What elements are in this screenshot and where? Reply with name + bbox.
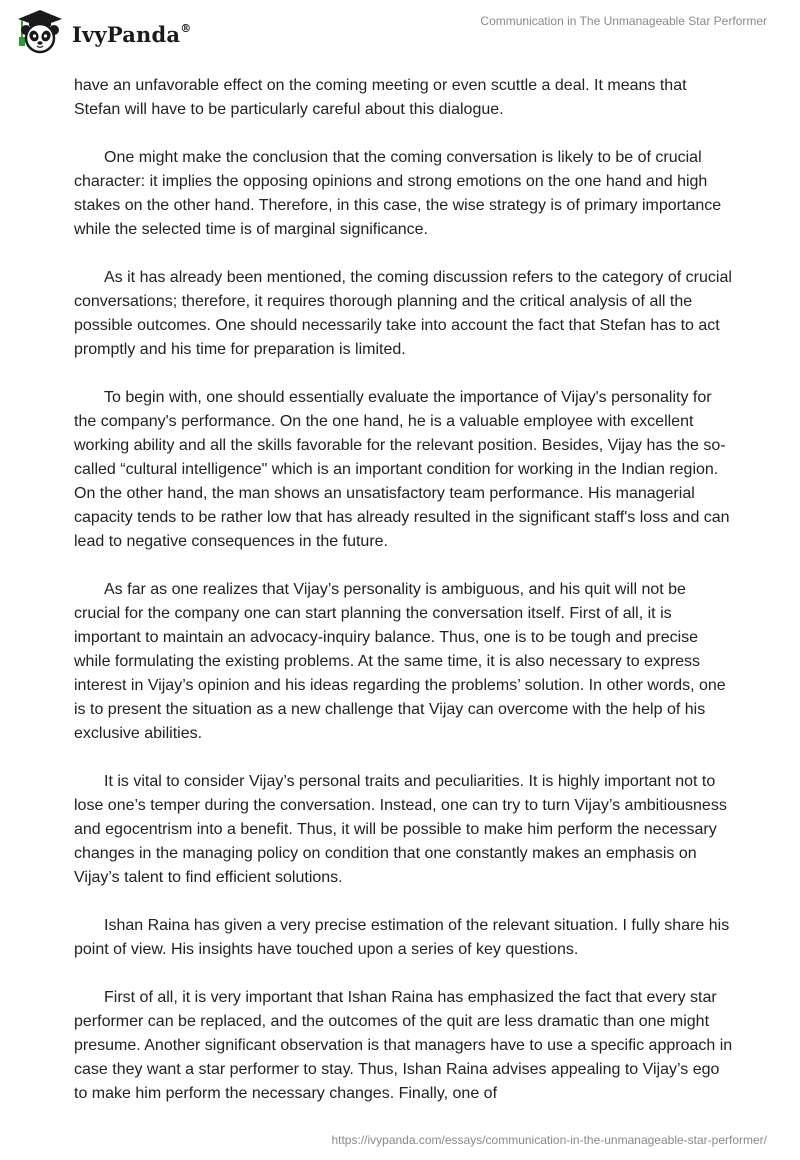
paragraph: Ishan Raina has given a very precise estimation of the relevant situation. I fully share his point of view. His insights have touched upon a series of key questions. — [74, 917, 730, 958]
document-title: Communication in The Unmanageable Star Performer — [480, 14, 767, 28]
logo-name: IvyPanda — [72, 21, 181, 47]
paragraph: To begin with, one should essentially evaluate the importance of Vijay's personality for the company's performance. On the one hand, he is a valuable employee with excellent working ability and all the skills favorable for the relevant position. Besides, Vijay has the so-called “cultural intelligence" which is an important condition for working in the Indian region. On the other hand, the man shows an unsatisfactory team performance. His managerial capacity tends to be rather low that has already resulted in the significant staff's loss and can lead to negative consequences in the future. — [74, 389, 730, 550]
paragraph: As far as one realizes that Vijay’s personality is ambiguous, and his quit will not be crucial for the company one can start planning the conversation itself. First of all, it is important to maintain an advocacy-inquiry balance. Thus, one is to be tough and precise while formulating the existing problems. At the same time, it is also necessary to express interest in Vijay’s opinion and his ideas regarding the problems’ solution. In other words, one is to present the situation as a new challenge that Vijay can overcome with the help of his exclusive abilities. — [74, 581, 726, 742]
ivypanda-logo[interactable] — [14, 8, 191, 54]
paragraph: It is vital to consider Vijay’s personal traits and peculiarities. It is highly important not to lose one’s temper during the conversation. Instead, one can try to turn Vijay’s ambitiousness and egocentrism into a benefit. Thus, it will be possible to make him perform the necessary changes in the managing policy on condition that one constantly makes an emphasis on Vijay’s talent to find efficient solutions. — [74, 773, 727, 886]
essay-body — [74, 74, 734, 1130]
paragraph: have an unfavorable effect on the coming meeting or even scuttle a deal. It means that Stefan will have to be particularly careful about this dialogue. — [74, 77, 687, 118]
panda-graduate-icon — [14, 8, 66, 54]
logo-wordmark — [72, 22, 191, 47]
source-url[interactable]: https://ivypanda.com/essays/communication-in-the-unmanageable-star-performer/ — [331, 1133, 767, 1147]
paragraph: One might make the conclusion that the coming conversation is likely to be of crucial character: it implies the opposing opinions and strong emotions on the one hand and high stakes on the other hand. Therefore, in this case, the wise strategy is of primary importance while the selected time is of marginal significance. — [74, 149, 722, 238]
paragraph: First of all, it is very important that Ishan Raina has emphasized the fact that every star performer can be replaced, and the outcomes of the quit are less dramatic than one might presume. Another significant observation is that managers have to use a specific approach in case they want a star performer to stay. Thus, Ishan Raina advises appealing to Vijay’s ego to make him perform the necessary changes. Finally, one of — [74, 989, 733, 1102]
paragraph: As it has already been mentioned, the coming discussion refers to the category of crucial conversations; therefore, it requires thorough planning and the critical analysis of all the possible outcomes. One should necessarily take into account the fact that Stefan has to act promptly and his time for preparation is limited. — [74, 269, 732, 358]
logo-registered-mark: ® — [180, 21, 192, 35]
page-header — [0, 0, 800, 70]
